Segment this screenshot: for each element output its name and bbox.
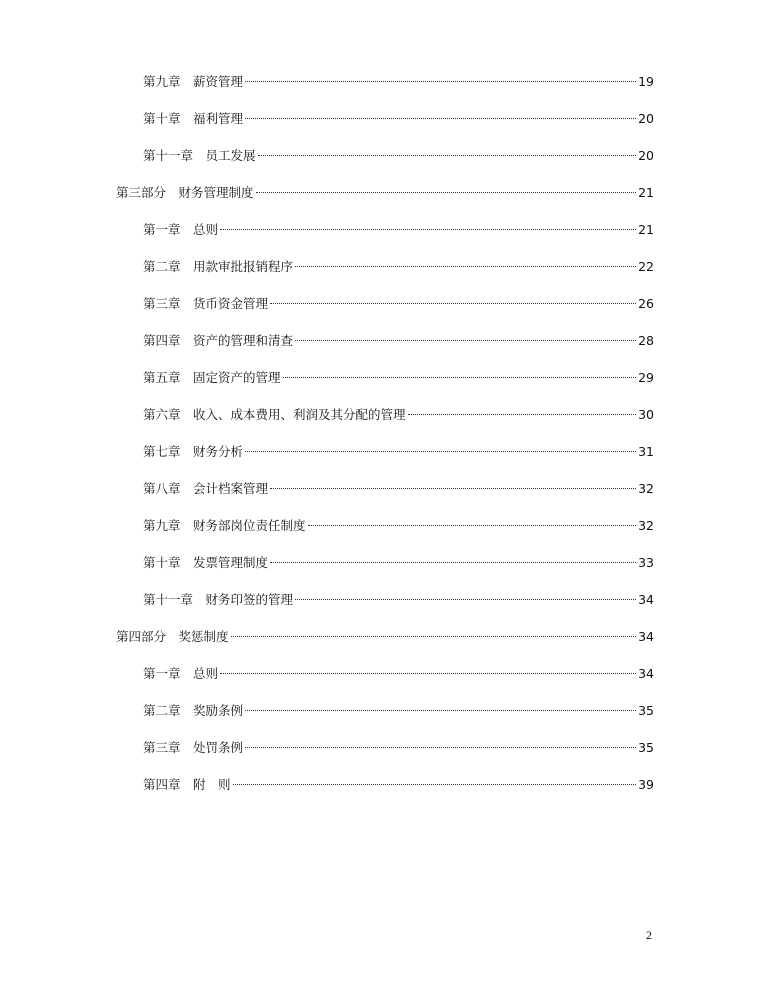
table-of-contents (0, 63, 770, 803)
toc-entry-page: 34 (638, 629, 654, 644)
toc-entry-title: 第二章 用款审批报销程序 (143, 259, 294, 274)
toc-entry[interactable] (0, 655, 770, 692)
toc-entry-page: 33 (638, 555, 654, 570)
toc-entry[interactable] (0, 285, 770, 322)
toc-entry[interactable] (0, 507, 770, 544)
toc-entry-title: 第十一章 员工发展 (143, 148, 256, 163)
toc-entry[interactable] (0, 692, 770, 729)
dot-leader (408, 414, 637, 415)
toc-part-entry[interactable] (0, 618, 770, 655)
dot-leader (270, 303, 636, 304)
toc-entry[interactable] (0, 248, 770, 285)
toc-entry[interactable] (0, 396, 770, 433)
dot-leader (295, 340, 636, 341)
dot-leader (220, 229, 636, 230)
dot-leader (258, 155, 637, 156)
toc-entry-page: 35 (638, 703, 654, 718)
toc-entry-page: 34 (638, 666, 654, 681)
toc-entry-page: 19 (638, 74, 654, 89)
toc-entry-page: 39 (638, 777, 654, 792)
dot-leader (245, 81, 636, 82)
toc-entry-page: 20 (638, 148, 654, 163)
toc-entry-title: 第十章 福利管理 (143, 111, 244, 126)
toc-entry-page: 30 (638, 407, 654, 422)
dot-leader (256, 192, 637, 193)
toc-entry-page: 28 (638, 333, 654, 348)
toc-entry-title: 第四章 资产的管理和清查 (143, 333, 294, 348)
dot-leader (295, 266, 636, 267)
toc-entry-page: 32 (638, 518, 654, 533)
toc-entry-title: 第七章 财务分析 (143, 444, 244, 459)
toc-entry-page: 26 (638, 296, 654, 311)
toc-entry[interactable] (0, 137, 770, 174)
toc-entry-page: 29 (638, 370, 654, 385)
toc-entry-title: 第五章 固定资产的管理 (143, 370, 281, 385)
dot-leader (245, 710, 636, 711)
toc-entry-title: 第九章 薪资管理 (143, 74, 244, 89)
toc-entry[interactable] (0, 359, 770, 396)
toc-entry-page: 22 (638, 259, 654, 274)
page-number: 2 (646, 928, 652, 942)
dot-leader (295, 599, 636, 600)
toc-entry-title: 第八章 会计档案管理 (143, 481, 269, 496)
toc-entry-page: 31 (638, 444, 654, 459)
toc-entry-title: 第四章 附 则 (143, 777, 231, 792)
toc-entry-page: 20 (638, 111, 654, 126)
dot-leader (270, 562, 636, 563)
toc-entry[interactable] (0, 100, 770, 137)
toc-entry-title: 第六章 收入、成本费用、利润及其分配的管理 (143, 407, 406, 422)
toc-entry-title: 第十一章 财务印签的管理 (143, 592, 294, 607)
toc-entry-title: 第一章 总则 (143, 666, 219, 681)
toc-entry-title: 第二章 奖励条例 (143, 703, 244, 718)
dot-leader (270, 488, 636, 489)
toc-entry[interactable] (0, 211, 770, 248)
toc-entry-page: 21 (638, 185, 654, 200)
toc-entry[interactable] (0, 322, 770, 359)
toc-part-title: 第三部分 财务管理制度 (116, 185, 254, 200)
toc-part-title: 第四部分 奖惩制度 (116, 629, 229, 644)
toc-entry-title: 第三章 货币资金管理 (143, 296, 269, 311)
toc-entry-page: 34 (638, 592, 654, 607)
toc-entry[interactable] (0, 433, 770, 470)
toc-entry[interactable] (0, 581, 770, 618)
toc-part-entry[interactable] (0, 174, 770, 211)
toc-entry[interactable] (0, 470, 770, 507)
dot-leader (308, 525, 637, 526)
toc-entry-page: 21 (638, 222, 654, 237)
dot-leader (220, 673, 636, 674)
toc-entry[interactable] (0, 544, 770, 581)
toc-entry[interactable] (0, 766, 770, 803)
toc-entry-title: 第九章 财务部岗位责任制度 (143, 518, 306, 533)
toc-entry-title: 第三章 处罚条例 (143, 740, 244, 755)
toc-entry[interactable] (0, 63, 770, 100)
toc-entry-page: 32 (638, 481, 654, 496)
dot-leader (245, 747, 636, 748)
toc-entry[interactable] (0, 729, 770, 766)
dot-leader (233, 784, 637, 785)
toc-entry-title: 第十章 发票管理制度 (143, 555, 269, 570)
dot-leader (231, 636, 637, 637)
toc-entry-title: 第一章 总则 (143, 222, 219, 237)
dot-leader (283, 377, 637, 378)
dot-leader (245, 118, 636, 119)
dot-leader (245, 451, 636, 452)
toc-entry-page: 35 (638, 740, 654, 755)
